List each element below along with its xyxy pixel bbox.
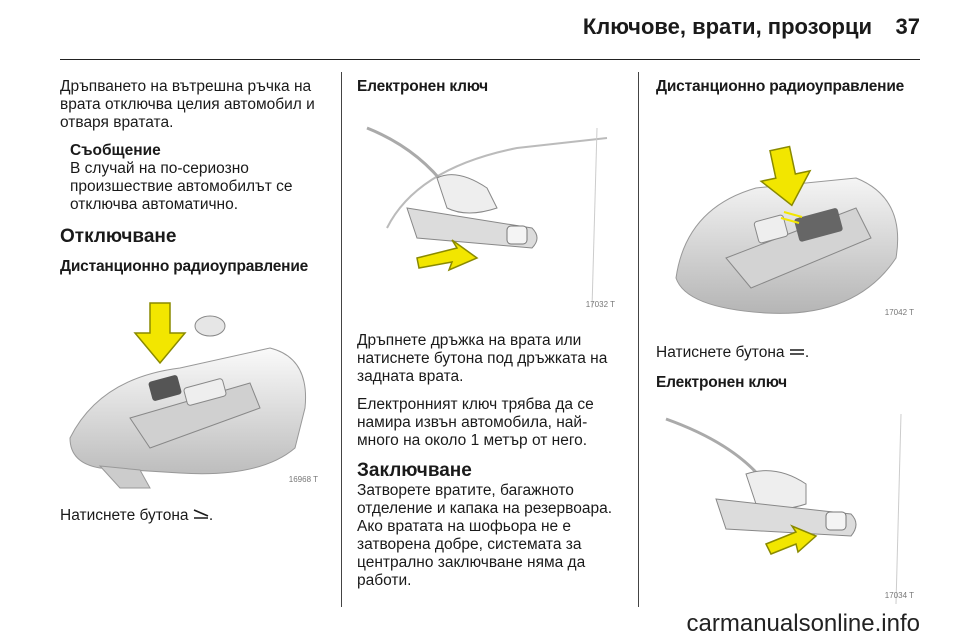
figure-code: 17042 T xyxy=(884,308,914,317)
subheading-electronic-key: Електронен ключ xyxy=(357,78,488,95)
subheading-remote-lock: Дистанционно радиоуправление xyxy=(656,78,905,95)
column-1 xyxy=(60,78,322,535)
column-2 xyxy=(357,78,619,600)
column-divider-1 xyxy=(341,72,342,607)
caption-press-lock-button: Натиснете бутона . xyxy=(656,344,810,362)
caption-text: Натиснете бутона xyxy=(656,344,785,362)
remote-key-lock-figure xyxy=(656,108,918,326)
lock-button-glyph-icon xyxy=(789,344,805,362)
paragraph-pull-handle: Дръпнете дръжка на врата или натиснете бутона под дръжката на задната врата. xyxy=(357,332,608,385)
figure-code: 17032 T xyxy=(585,300,615,309)
subheading-electronic-key-2: Електронен ключ xyxy=(656,374,787,392)
door-handle-illustration xyxy=(357,108,619,318)
caption-press-button: Натиснете бутона . xyxy=(60,507,214,525)
subheading-remote: Дистанционно радиоуправление xyxy=(60,258,309,275)
door-handle-lock-illustration xyxy=(656,404,918,609)
paragraph-key-distance: Електронният ключ трябва да се намира извън автомобила, най-много на около 1 метър от него. xyxy=(357,396,594,449)
figure-code: 17034 T xyxy=(884,591,914,601)
header-rule xyxy=(60,59,920,60)
page-header-title: Ключове, врати, прозорци xyxy=(582,14,872,39)
paragraph-locking: Затворете вратите, багажното отделение и капака на резервоара. Ако вратата на шофьора не е затворена добре, системата за централно заключване няма да работи. xyxy=(357,482,613,589)
column-divider-2 xyxy=(638,72,639,607)
remote-key-lock-illustration xyxy=(656,108,918,326)
site-watermark: carmanualsonline.info xyxy=(686,610,920,637)
door-handle-figure xyxy=(357,108,619,318)
note-block xyxy=(70,142,322,214)
page-number: 37 xyxy=(895,14,920,39)
section-heading-lock: Заключване xyxy=(357,460,472,481)
remote-key-unlock-figure xyxy=(60,288,322,493)
caption-text: Натиснете бутона xyxy=(60,507,189,525)
door-handle-lock-figure xyxy=(656,404,918,609)
remote-key-illustration xyxy=(60,288,322,493)
figure-code: 16968 T xyxy=(288,475,318,484)
intro-paragraph: Дръпването на вътрешна ръчка на врата отключва целия автомобил и отваря вратата. xyxy=(60,78,315,131)
column-3 xyxy=(656,78,918,609)
unlock-button-glyph-icon xyxy=(193,507,209,525)
note-body: В случай на по-сериозно произшествие автомобилът се отключва автоматично. xyxy=(70,160,293,213)
section-heading-unlock: Отключване xyxy=(60,226,177,247)
note-title: Съобщение xyxy=(70,142,161,159)
